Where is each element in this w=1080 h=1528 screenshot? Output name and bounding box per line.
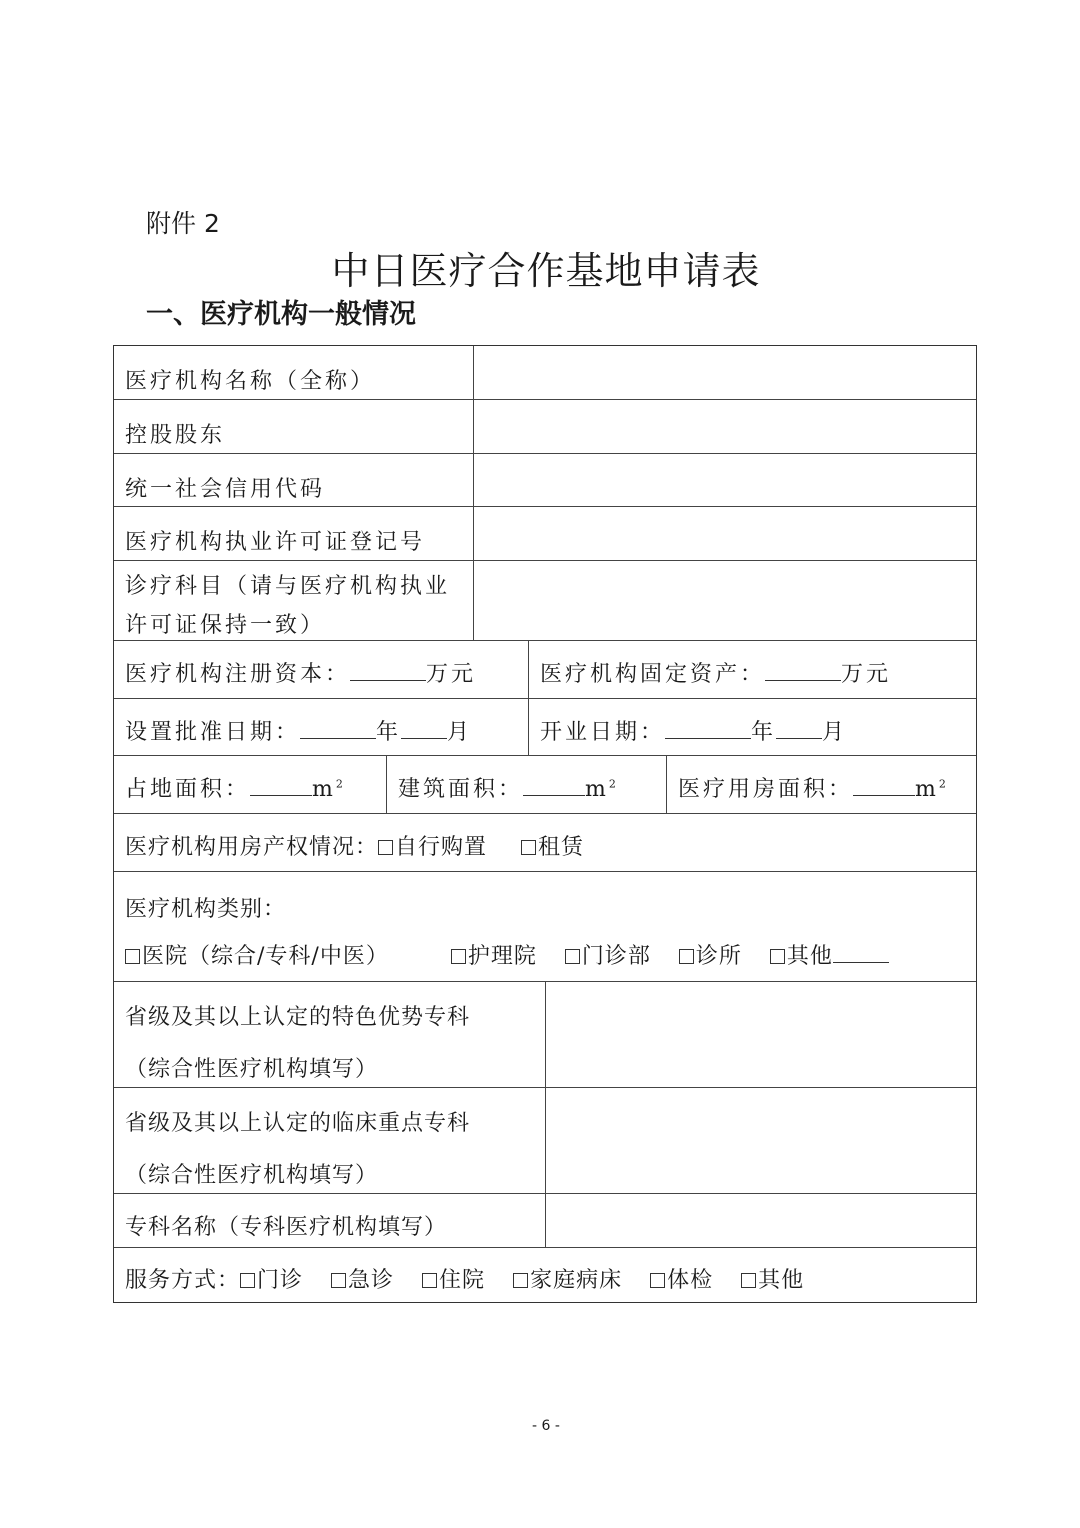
unit-m: m: [915, 777, 939, 802]
label-land-area: 占地面积：: [125, 777, 251, 802]
checkbox-service-other[interactable]: [741, 1273, 756, 1288]
input-land-area[interactable]: [250, 777, 312, 796]
input-approval-year[interactable]: [300, 720, 376, 739]
label-medical-area: 医疗用房面积：: [678, 777, 854, 802]
label-license-no: 医疗机构执业许可证登记号: [125, 530, 426, 555]
label-building-area: 建筑面积：: [398, 777, 524, 802]
option-other: 其他: [786, 944, 833, 969]
label-specialty-name: 专科名称（专科医疗机构填写）: [125, 1215, 448, 1240]
unit-m: m: [585, 777, 609, 802]
input-approval-month[interactable]: [401, 720, 447, 739]
document-title: 中日医疗合作基地申请表: [331, 249, 761, 293]
label-featured-line2: （综合性医疗机构填写）: [125, 1057, 379, 1082]
field-fixed-assets: [540, 657, 891, 688]
checkbox-other[interactable]: [770, 949, 785, 964]
cell-open-date: [528, 699, 976, 755]
checkbox-self-purchase[interactable]: [378, 840, 393, 855]
row-clinical-specialty: [114, 1087, 976, 1193]
option-self-purchase: 自行购置: [395, 835, 488, 860]
label-service-mode: 服务方式：: [125, 1268, 241, 1293]
cell-fixed-assets: [528, 641, 976, 698]
input-clinical-specialty[interactable]: [545, 1088, 976, 1193]
label-fixed-assets: 医疗机构固定资产：: [540, 662, 766, 687]
row-institution-name: [114, 346, 976, 399]
checkbox-checkup[interactable]: [650, 1273, 665, 1288]
input-institution-name[interactable]: [473, 346, 976, 399]
application-form-table: [113, 345, 977, 1303]
option-hospital: 医院（综合/专科/中医）: [142, 944, 389, 969]
field-approval-date: [125, 715, 472, 746]
row-featured-specialty: [114, 981, 976, 1087]
option-clinic: 诊所: [695, 944, 742, 969]
field-building-area: [398, 772, 619, 803]
option-emergency: 急诊: [348, 1268, 395, 1293]
unit-sup: 2: [335, 777, 346, 791]
cell-building-area: [386, 756, 666, 813]
row-property: [114, 813, 976, 871]
input-category-other[interactable]: [833, 944, 889, 963]
input-specialty-name[interactable]: [545, 1194, 976, 1247]
unit-wanyuan: 万元: [841, 662, 892, 687]
checkbox-emergency[interactable]: [331, 1273, 346, 1288]
option-home-bed: 家庭病床: [530, 1268, 623, 1293]
row-shareholder: [114, 399, 976, 453]
label-institution-name: 医疗机构名称（全称）: [125, 369, 376, 394]
field-property: [125, 830, 584, 861]
label-clinical-line1: 省级及其以上认定的临床重点专科: [125, 1111, 471, 1136]
row-category: [114, 871, 976, 981]
label-departments-line2: 许可证保持一致）: [125, 613, 326, 638]
input-license-no[interactable]: [473, 507, 976, 560]
unit-year: 年: [751, 720, 777, 745]
section-heading: 一、医疗机构一般情况: [146, 299, 416, 330]
input-open-year[interactable]: [665, 720, 751, 739]
checkbox-outpatient[interactable]: [240, 1273, 255, 1288]
unit-month: 月: [822, 720, 848, 745]
field-service-mode: [125, 1263, 804, 1294]
label-category: 医疗机构类别：: [125, 897, 287, 922]
unit-sup: 2: [608, 777, 619, 791]
label-credit-code: 统一社会信用代码: [125, 477, 326, 502]
option-inpatient: 住院: [439, 1268, 486, 1293]
unit-year: 年: [376, 720, 402, 745]
checkbox-home-bed[interactable]: [513, 1273, 528, 1288]
row-areas: [114, 755, 976, 813]
checkbox-hospital[interactable]: [125, 949, 140, 964]
label-approval-date: 设置批准日期：: [125, 720, 301, 745]
row-dates: [114, 698, 976, 755]
row-capital: [114, 640, 976, 698]
field-medical-area: [678, 772, 949, 803]
attachment-label: 附件 2: [146, 209, 220, 238]
input-featured-specialty[interactable]: [545, 982, 976, 1087]
field-land-area: [125, 772, 346, 803]
field-reg-capital: [125, 657, 476, 688]
field-open-date: [540, 715, 847, 746]
label-departments-line1: 诊疗科目（请与医疗机构执业: [125, 574, 451, 599]
cell-medical-area: [666, 756, 976, 813]
row-credit-code: [114, 453, 976, 506]
row-specialty-name: [114, 1193, 976, 1247]
label-shareholder: 控股股东: [125, 423, 226, 448]
checkbox-inpatient[interactable]: [422, 1273, 437, 1288]
input-fixed-assets[interactable]: [765, 662, 841, 681]
input-shareholder[interactable]: [473, 400, 976, 453]
label-property: 医疗机构用房产权情况：: [125, 835, 379, 860]
label-featured-line1: 省级及其以上认定的特色优势专科: [125, 1005, 471, 1030]
row-license-no: [114, 506, 976, 560]
unit-wanyuan: 万元: [426, 662, 477, 687]
input-credit-code[interactable]: [473, 454, 976, 506]
checkbox-lease[interactable]: [521, 840, 536, 855]
checkbox-clinic[interactable]: [679, 949, 694, 964]
checkbox-outpatient-dept[interactable]: [565, 949, 580, 964]
input-departments[interactable]: [473, 561, 976, 640]
input-open-month[interactable]: [776, 720, 822, 739]
unit-month: 月: [447, 720, 473, 745]
unit-m: m: [312, 777, 336, 802]
checkbox-nursing-home[interactable]: [451, 949, 466, 964]
option-outpatient: 门诊: [257, 1268, 304, 1293]
input-medical-area[interactable]: [853, 777, 915, 796]
option-outpatient-dept: 门诊部: [581, 944, 651, 969]
unit-sup: 2: [938, 777, 949, 791]
label-open-date: 开业日期：: [540, 720, 666, 745]
option-service-other: 其他: [758, 1268, 805, 1293]
option-nursing-home: 护理院: [467, 944, 537, 969]
page-number: - 6 -: [532, 1418, 560, 1434]
input-reg-capital[interactable]: [350, 662, 426, 681]
label-clinical-line2: （综合性医疗机构填写）: [125, 1163, 379, 1188]
label-reg-capital: 医疗机构注册资本：: [125, 662, 351, 687]
row-departments: [114, 560, 976, 640]
field-category-options: [125, 939, 889, 970]
option-lease: 租赁: [538, 835, 585, 860]
row-service-mode: [114, 1247, 976, 1302]
option-checkup: 体检: [667, 1268, 714, 1293]
input-building-area[interactable]: [523, 777, 585, 796]
